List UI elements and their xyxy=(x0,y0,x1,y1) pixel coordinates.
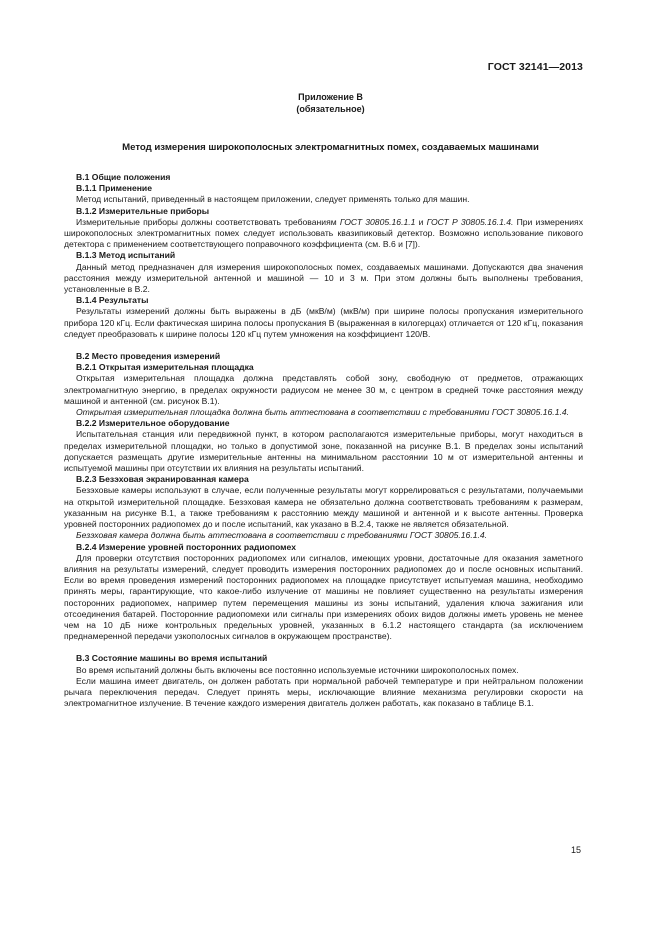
paragraph-b12-conjunction: и xyxy=(415,216,427,227)
section-heading-b21: В.2.1 Открытая измерительная площадка xyxy=(76,362,254,373)
paragraph-b3-1: Во время испытаний должны быть включены все постоянно используемые источники широкополосных помех. xyxy=(76,664,519,675)
annex-status: (обязательное) xyxy=(296,103,365,114)
paragraph-b11: Метод испытаний, приведенный в настоящем приложении, следует применять только для машин. xyxy=(76,194,470,205)
document-body xyxy=(64,172,584,709)
section-heading-b3: В.3 Состояние машины во время испытаний xyxy=(76,653,268,664)
paragraph-b23-2: Безэховая камера должна быть аттестована в соответствии с требованиями ГОСТ 30805.16.1.4. xyxy=(76,530,488,541)
section-heading-b12: В.1.2 Измерительные приборы xyxy=(76,205,210,216)
paragraph-b14: Результаты измерений должны быть выражены в дБ (мкВ/м) (мкВ/м) при ширине полосы пропускания измерительного прибора 120 кГц. Если фактическая ширина полосы пропускания В (выраженная в килогерцах) отличается от 120 кГц, показания следует преобразовать к ширине полосы 120 кГц путем умножения на коэффициент 120/В. xyxy=(64,306,583,339)
reference-gost-r-30805-16-1-4: ГОСТ Р 30805.16.1.4. xyxy=(426,216,514,227)
section-heading-b11: В.1.1 Применение xyxy=(76,183,152,194)
reference-gost-30805-16-1-1: ГОСТ 30805.16.1.1 xyxy=(339,216,416,227)
section-heading-b24: В.2.4 Измерение уровней посторонних радиопомех xyxy=(76,541,296,552)
annex-heading xyxy=(0,92,661,115)
section-heading-b14: В.1.4 Результаты xyxy=(76,295,149,306)
section-heading-b13: В.1.3 Метод испытаний xyxy=(76,250,176,261)
paragraph-b3-2: Если машина имеет двигатель, он должен работать при нормальной рабочей температуре и при нейтральном положении рычага переключения передач. Следует принять меры, исключающие влияние механизма регулировки скорости на электромагнитное излучение. В течение каждого измерения двигатель должен работать, как показано в таблице В.1. xyxy=(64,675,583,709)
section-heading-b23: В.2.3 Безэховая экранированная камера xyxy=(76,474,249,485)
section-heading-b22: В.2.2 Измерительное оборудование xyxy=(76,418,230,429)
page-number: 15 xyxy=(570,845,581,855)
section-heading-b2: В.2 Место проведения измерений xyxy=(76,351,221,362)
annex-title: Приложение В xyxy=(298,92,363,102)
paragraph-b24: Для проверки отсутствия посторонних радиопомех или сигналов, имеющих уровни, достаточные для оказания заметного влияния на результаты измерений, следует проводить измерения посторонних радиопомех до и после основных испытаний. Если во время проведения измерений посторонних радиопомех на площадке присутствует испытуемая машина, необходимо принять меры, гарантирующие, что какое-либо излучение от машины не повлияет существенно на результаты измерения посторонних радиопомех, например путем перемещения машины из зоны испытаний, удаления ключа зажигания или отсоединения батарей. Посторонние радиопомехи или сигналы при измерениях обоих видов должны иметь уровень не менее чем на 10 дБ ниже контрольных предельных уровней, указанных в 6.1.2 настоящего стандарта (за исключением преднамеренной передачи узкополосных сигналов в окружающем пространстве). xyxy=(64,552,583,642)
paragraph-b23-1: Безэховые камеры используют в случае, если полученные результаты могут коррелироваться с результатами, получаемыми на открытой измерительной площадке. Безэховая камера не обязательно должна соответствовать требованиям к размерам, указанным на рисунке В.1, а также требованиям к расстоянию между машиной и антенной и к высоте антенны. Проверка уровней посторонних радиопомех до и после испытаний, как указано в В.2.4, также не является обязательной. xyxy=(64,485,583,530)
paragraph-b22: Испытательная станция или передвижной пункт, в котором располагаются измерительные приборы, могут находиться в пределах измерительной площадки, но только в допустимой зоне, показанной на рисунке В.1. В пределах зоны испытаний допускается размещать другие измерительные антенны на минимальном расстоянии 10 м от измерительной антенны и испытуемой машины при отсутствии их влияния на результаты испытаний. xyxy=(64,429,583,474)
paragraph-b21-2: Открытая измерительная площадка должна быть аттестована в соответствии с требованиями ГОСТ 30805.16.1.4. xyxy=(76,407,570,418)
standard-designation: ГОСТ 32141—2013 xyxy=(487,61,583,73)
annex-main-title: Метод измерения широкополосных электромагнитных помех, создаваемых машинами xyxy=(122,142,539,153)
paragraph-b13: Данный метод предназначен для измерения широкополосных помех, создаваемых машинами. Допускаются два значения расстояния между измерительной антенной и машиной — 10 и 3 м. При этом должны быть выполнены требования, установленные в В.2. xyxy=(64,261,583,295)
section-heading-b1: В.1 Общие положения xyxy=(76,172,171,182)
paragraph-b12-text-b: При измерениях широкополосных электромагнитных помех следует использовать квазипиковый детектор. Возможно использование пикового детектора с применением соответствующего поправочного коэффициента (см. В.6 и [7]). xyxy=(64,216,584,250)
paragraph-b12-text-a: Измерительные приборы должны соответствовать требованиям xyxy=(76,216,340,227)
paragraph-b12 xyxy=(64,217,583,251)
paragraph-b21-1: Открытая измерительная площадка должна представлять собой зону, свободную от предметов, отражающих электромагнитную энергию, в пределах окружности радиусом не менее 30 м, с центром в средней точке расстояния между машиной и антенной (см. рисунок В.1). xyxy=(64,373,583,406)
